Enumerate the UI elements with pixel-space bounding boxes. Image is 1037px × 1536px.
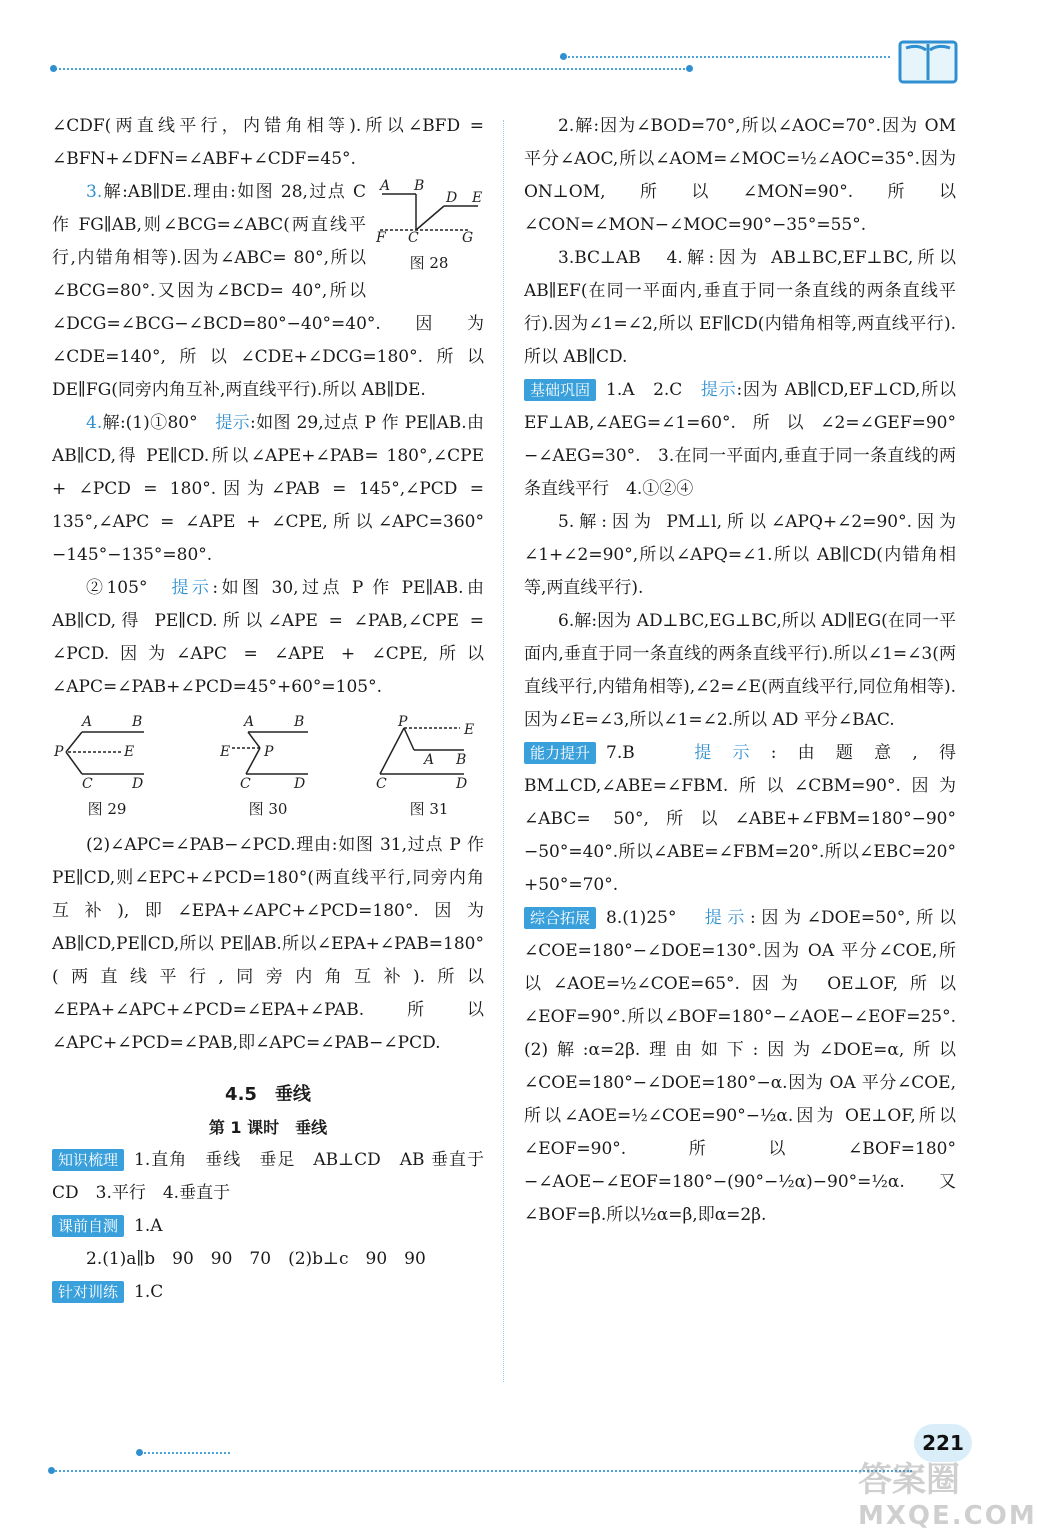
svg-text:C: C [376, 776, 387, 792]
answer-5: 5.解:因为 PM⊥l,所以∠APQ+∠2=90°.因为∠1+∠2=90°,所以∠APQ=∠1.所以 AB∥CD(内错角相等,两直线平行). [524, 512, 956, 598]
answer-6: 6.解:因为 AD⊥BC,EG⊥BC,所以 AD∥EG(在同一平面内,垂直于同一条直线的两条直线平行).所以∠1=∠3(两直线平行,内错角相等),∠2=∠E(两直线平行,同位角相等).因为∠E=∠3,所以∠1=∠2.所以 AD 平分∠BAC. [524, 611, 956, 730]
hint-label: 提示 [215, 413, 251, 433]
answer-text: 8.(1)25° [606, 908, 705, 928]
section-tag: 课前自测 [52, 1215, 124, 1237]
svg-text:E: E [472, 190, 483, 206]
question-number: 3. [86, 182, 103, 202]
svg-text:C: C [82, 776, 93, 792]
answer-text: 1.直角 垂线 垂足 AB⊥CD AB 垂直于 CD 3.平行 4.垂直于 [52, 1150, 484, 1203]
right-column [524, 110, 973, 1232]
footer-dot [48, 1467, 55, 1474]
figure-row [52, 714, 484, 819]
hint-text: :因为 AB∥CD,EF⊥CD,所以 EF⊥AB,∠AEG=∠1=60°.所以∠2=∠GEF=90°−∠AEG=30°. 3.在同一平面内,垂直于同一条直线的两条直线平行 4.①②④ [524, 380, 956, 499]
section-tag: 综合拓展 [524, 907, 596, 929]
answer-text: 解:AB∥DE.理由:如图 28,过点 C 作 FG∥AB,则∠BCG=∠ABC(两直线平行,内错角相等).因为∠ABC= 80°,所以∠BCG=80°.又因为∠BCD= 40°,所以∠DCG=∠BCG−∠BCD=80°−40°=40°.因为∠CDE=140°,所以∠CDE+∠DCG=180°.所以 DE∥FG(同旁内角互补,两直线平行).所以 AB∥DE. [52, 182, 484, 400]
svg-text:E: E [124, 744, 135, 760]
svg-text:E: E [464, 722, 475, 738]
answer-text: ②105° [86, 578, 148, 598]
svg-text:A: A [82, 714, 93, 730]
hint-label: 提示 [694, 743, 771, 763]
left-column [52, 110, 484, 1309]
svg-text:D: D [294, 776, 306, 792]
section-tag: 能力提升 [524, 742, 596, 764]
hint-label: 提示 [704, 908, 751, 928]
svg-text:D: D [456, 776, 468, 792]
page-number: 221 [914, 1424, 972, 1462]
svg-text:P: P [54, 744, 64, 760]
section-title: 4.5 垂线 [225, 1084, 311, 1105]
figure-caption: 图 29 [87, 800, 127, 818]
hint-text: :因为∠DOE=50°,所以∠COE=180°−∠DOE=130°.因为 OA 平分∠COE,所以∠AOE=½∠COE=65°.因为 OE⊥OF,所以∠EOF=90°.所以∠BOF=180°−∠AOE−∠EOF=25°. (2)解:α=2β.理由如下:因为∠DOE=α,所以∠COE=180°−∠DOE=180°−α.因为 OA 平分∠COE,所以∠AOE=½∠COE=90°−½α.因为 OE⊥OF,所以∠EOF=90°.所以∠BOF=180°−∠AOE−∠EOF=180°−(90°−½α)−90°=½α.又∠BOF=β.所以½α=β,即α=2β. [524, 908, 973, 1225]
figure-caption: 图 31 [409, 800, 449, 818]
svg-text:D: D [132, 776, 144, 792]
footer-dotted-line [140, 1452, 230, 1454]
comprehensive-extension [524, 902, 973, 1232]
footer-dot [136, 1449, 143, 1456]
svg-text:C: C [240, 776, 251, 792]
watermark-text: 答案圈 [858, 1460, 960, 1500]
section-tag: 针对训练 [52, 1281, 124, 1303]
answer-4b [52, 572, 484, 704]
svg-text:F: F [376, 230, 386, 246]
header-dotted-line [52, 68, 692, 70]
section-tag: 知识梳理 [52, 1149, 124, 1171]
watermark-url: MXQE.COM [858, 1501, 1037, 1531]
answer-text: 解:(1)①80° [102, 413, 198, 433]
svg-text:D: D [446, 190, 458, 206]
figure-caption: 图 28 [409, 254, 449, 272]
targeted-practice [52, 1276, 484, 1309]
hint-label: 提示 [171, 578, 213, 598]
answer-2: 2.解:因为∠BOD=70°,所以∠AOC=70°.因为 OM 平分∠AOC,所以∠AOM=∠MOC=½∠AOC=35°.因为 ON⊥OM,所以∠MON=90°.所以∠CON=∠MON−∠MOC=90°−35°=55°. [524, 116, 956, 235]
svg-text:A: A [424, 752, 435, 768]
lesson-title: 第 1 课时 垂线 [208, 1118, 328, 1137]
basic-consolidation [524, 374, 956, 506]
svg-text:B: B [456, 752, 467, 768]
svg-text:B: B [294, 714, 305, 730]
hint-label: 提示 [700, 380, 737, 400]
figure-caption: 图 30 [248, 800, 288, 818]
svg-text:A: A [244, 714, 255, 730]
answer-4 [52, 407, 484, 572]
hint-text: :如图 29,过点 P 作 PE∥AB.由 AB∥CD,得 PE∥CD.所以∠APE+∠PAB= 180°,∠CPE + ∠PCD = 180°.因为∠PAB = 145°,∠PCD = 135°,∠APC = ∠APE + ∠CPE,所以∠APC=360°−145°−135°=80°. [52, 413, 485, 565]
figure-31 [374, 714, 484, 819]
header-dot [560, 53, 567, 60]
answer-text: 1.C [134, 1282, 164, 1302]
svg-text:E: E [220, 744, 231, 760]
header-dot [50, 65, 57, 72]
ability-improvement [524, 737, 956, 902]
pre-class-test [52, 1210, 484, 1243]
svg-text:A: A [380, 178, 391, 194]
figure-28 [374, 176, 484, 273]
svg-text:G: G [462, 230, 474, 246]
watermark [858, 1452, 1037, 1531]
hint-text: :如图 30,过点 P 作 PE∥AB.由 AB∥CD,得 PE∥CD.所以∠APE = ∠PAB,∠CPE = ∠PCD.因为∠APC = ∠APE + ∠CPE,所以∠APC=∠PAB+∠PCD=45°+60°=105°. [52, 578, 485, 697]
book-icon [898, 36, 958, 86]
svg-text:B: B [132, 714, 143, 730]
column-divider [503, 120, 504, 1382]
svg-text:C: C [408, 230, 419, 246]
figure-30 [218, 714, 318, 819]
section-tag: 基础巩固 [524, 379, 596, 401]
question-number: 4. [86, 413, 103, 433]
answer-text: 1.A [134, 1216, 163, 1236]
svg-text:P: P [264, 744, 274, 760]
answer-4c: (2)∠APC=∠PAB−∠PCD.理由:如图 31,过点 P 作 PE∥CD,则∠EPC+∠PCD=180°(两直线平行,同旁内角互补),即∠EPA+∠APC+∠PCD=180°.因为 AB∥CD,PE∥CD,所以 PE∥AB.所以∠EPA+∠PAB=180°(两直线平行,同旁内角互补).所以∠EPA+∠APC+∠PCD=∠EPA+∠PAB.所以∠APC+∠PCD=∠PAB,即∠APC=∠PAB−∠PCD. [52, 835, 484, 1053]
svg-text:P: P [398, 714, 408, 730]
answer-text: 7.B [606, 743, 695, 763]
svg-text:B: B [414, 178, 425, 194]
answer-paragraph: ∠CDF(两直线平行，内错角相等).所以∠BFD = ∠BFN+∠DFN=∠ABF+∠CDF=45°. [52, 116, 484, 169]
answer-text: 1.A 2.C [606, 380, 701, 400]
answer-3-4: 3.BC⊥AB 4.解:因为 AB⊥BC,EF⊥BC,所以 AB∥EF(在同一平面内,垂直于同一条直线的两条直线平行).因为∠1=∠2,所以 EF∥CD(内错角相等,两直线平行).所以 AB∥CD. [524, 248, 956, 367]
footer-dotted-line [52, 1470, 912, 1472]
answer-text: 2.(1)a∥b 90 90 70 (2)b⊥c 90 90 [86, 1249, 426, 1269]
figure-29 [52, 714, 162, 819]
header-dotted-line [560, 56, 890, 58]
hint-text: :由题意,得 BM⊥CD,∠ABE=∠FBM.所以∠CBM=90°.因为∠ABC= 50°,所以∠ABE+∠FBM=180°−90°−50°=40°.所以∠ABE=∠FBM=20°.所以∠EBC=20°+50°=70°. [524, 743, 956, 895]
knowledge-summary [52, 1144, 484, 1210]
header-dot [686, 65, 693, 72]
